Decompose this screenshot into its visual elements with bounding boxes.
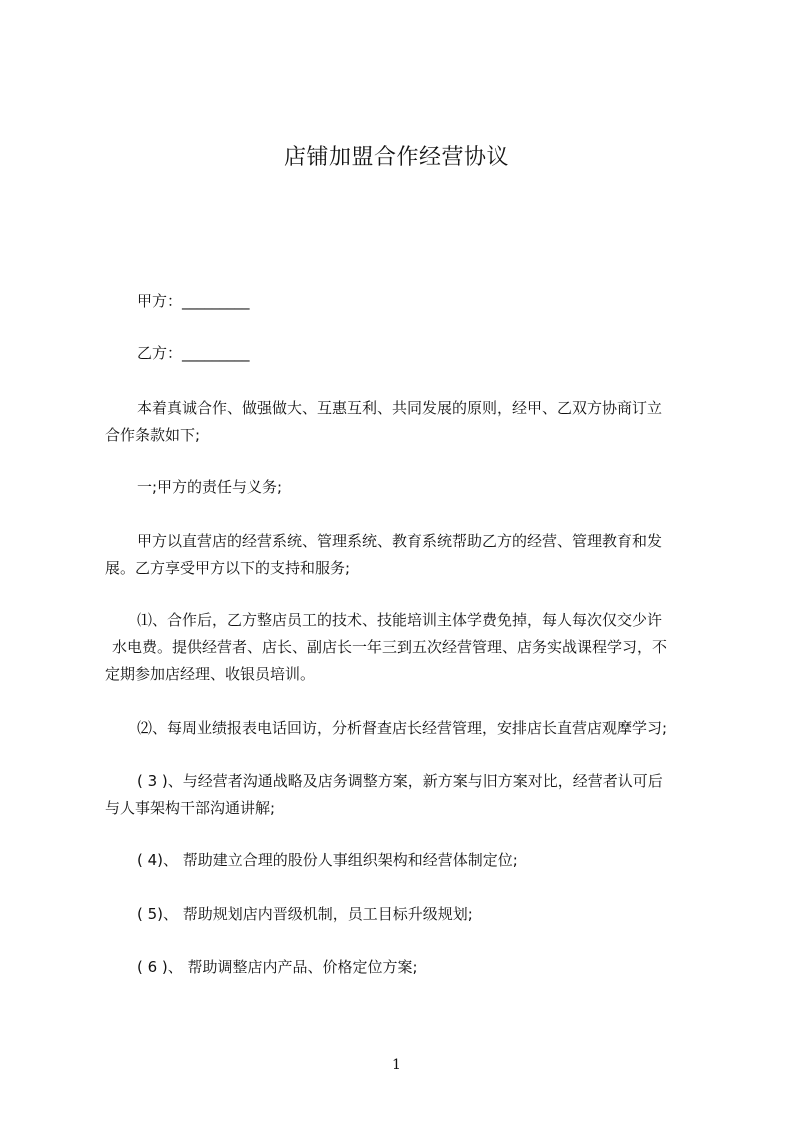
item3-line-1: ( 3 )、与经营者沟通战略及店务调整方案，新方案与旧方案对比，经营者认可后 <box>137 772 663 790</box>
item4-line: ( 4)、 帮助建立合理的股份人事组织架构和经营体制定位; <box>137 851 518 869</box>
item2-line: ⑵、每周业绩报表电话回访，分析督查店长经营管理，安排店长直营店观摩学习; <box>137 719 668 737</box>
section1-paragraph-line-2: 展。乙方享受甲方以下的支持和服务; <box>105 559 351 577</box>
item3-line-2: 与人事架构干部沟通讲解; <box>105 799 276 817</box>
section1-paragraph-line-1: 甲方以直营店的经营系统、管理系统、教育系统帮助乙方的经营、管理教育和发 <box>137 532 663 550</box>
item5-line: ( 5)、 帮助规划店内晋级机制，员工目标升级规划; <box>137 905 473 923</box>
page-number: 1 <box>392 1057 401 1073</box>
item1-line-1: ⑴、合作后，乙方整店员工的技术、技能培训主体学费免掉，每人每次仅交少许 <box>137 611 663 629</box>
document-title: 店铺加盟合作经营协议 <box>283 145 509 170</box>
intro-line-1: 本着真诚合作、做强做大、互惠互利、共同发展的原则，经甲、乙双方协商订立 <box>137 399 663 417</box>
section1-heading: 一;甲方的责任与义务; <box>137 478 283 496</box>
intro-line-2: 合作条款如下; <box>105 426 201 444</box>
item1-line-2: 水电费。提供经营者、店长、副店长一年三到五次经营管理、店务实战课程学习，不 <box>112 638 668 656</box>
party-a-line: 甲方：_________ <box>137 292 250 310</box>
item6-line: ( 6 )、 帮助调整店内产品、价格定位方案; <box>137 958 418 976</box>
item1-line-3: 定期参加店经理、收银员培训。 <box>105 665 316 683</box>
party-b-line: 乙方：_________ <box>137 344 250 362</box>
